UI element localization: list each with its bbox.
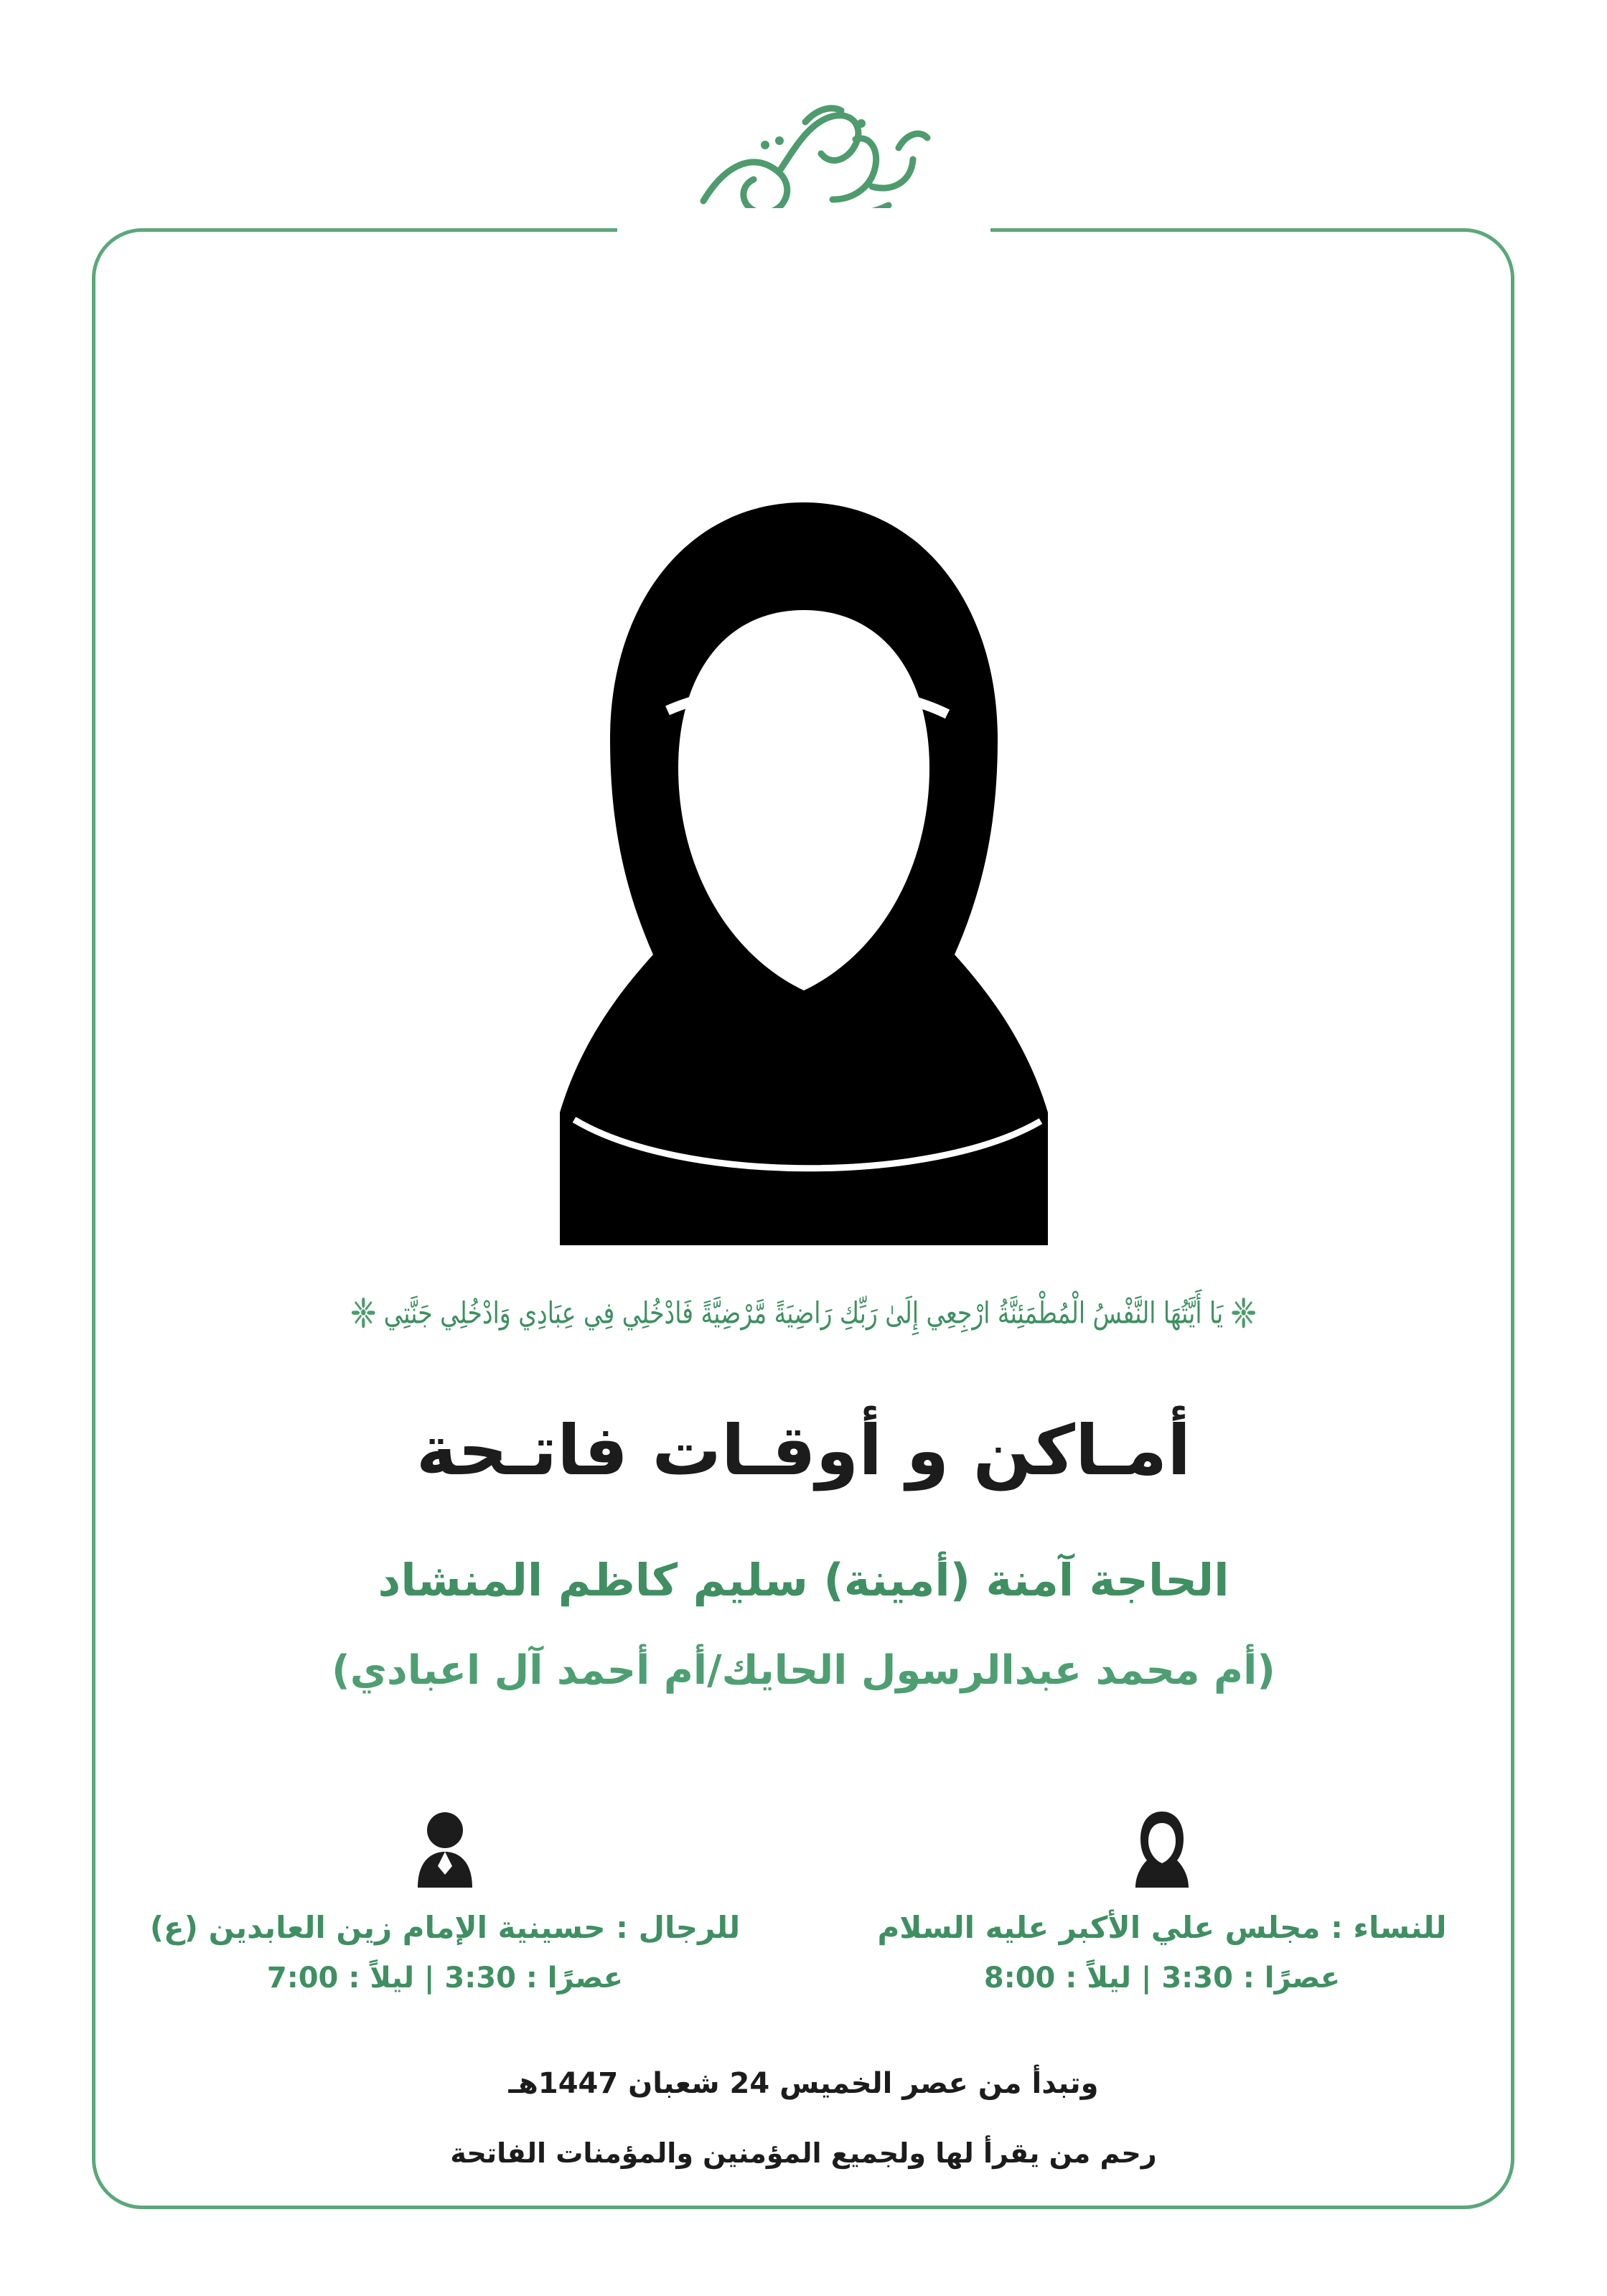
start-note: وتبدأ من عصر الخميس 24 شعبان 1447هـ (508, 2067, 1099, 2100)
venue-women (853, 1801, 1471, 1995)
ornament-left-icon: ❈ (350, 1289, 377, 1338)
man-avatar-icon (136, 1801, 754, 1888)
page-title: أمـاكن و أوقـات فاتـحة (416, 1410, 1191, 1491)
ornament-right-icon: ❈ (1230, 1289, 1257, 1338)
venue-men-audience: للرجال : حسينية الإمام زين العابدين (ع) (149, 1910, 741, 1945)
venue-men (136, 1801, 754, 1995)
woman-silhouette (474, 495, 1134, 1263)
venue-women-times: عصرًا : 3:30 | ليلاً : 8:00 (983, 1961, 1341, 1995)
venue-women-audience: للنساء : مجلس علي الأكبر عليه السلام (877, 1910, 1447, 1945)
woman-avatar-icon (853, 1801, 1471, 1888)
dua-note: رحم من يقرأ لها ولجميع المؤمنين والمؤمنات الفاتحة (450, 2137, 1157, 2169)
venue-men-times: عصرًا : 3:30 | ليلاً : 7:00 (266, 1961, 624, 1995)
deceased-alias: (أم محمد عبدالرسول الحايك/أم أحمد آل اعبادي) (332, 1647, 1275, 1694)
deceased-name: الحاجة آمنة (أمينة) سليم كاظم المنشاد (378, 1554, 1229, 1606)
quran-verse-text: يَا أَيَّتُهَا النَّفْسُ الْمُطْمَئِنَّةُ ارْجِعِي إِلَىٰ رَبِّكِ رَاضِيَةً مَّرْضِيَّةً فَادْخُلِي فِي عِبَادِي وَادْخُلِي جَنَّتِي (383, 1295, 1224, 1331)
venues-section (136, 1801, 1471, 1995)
frame-notch (617, 208, 990, 258)
quran-verse (341, 1270, 1267, 1356)
